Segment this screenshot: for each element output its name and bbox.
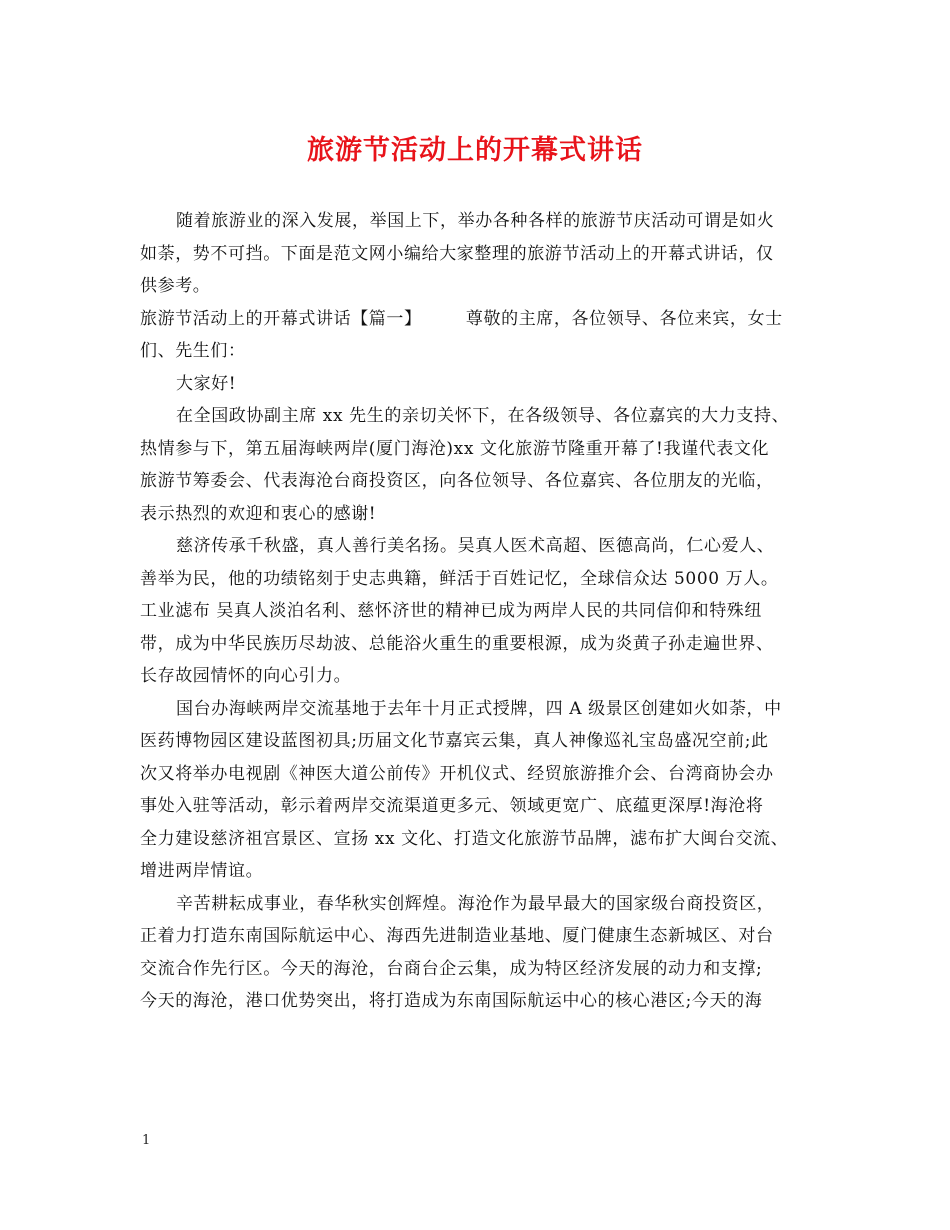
text-line: 交流合作先行区。今天的海沧，台商台企云集，成为特区经济发展的动力和支撑; — [140, 958, 763, 979]
text-line: 慈济传承千秋盛，真人善行美名扬。吴真人医术高超、医德高尚，仁心爱人、 — [176, 536, 775, 556]
text-line: 大家好! — [176, 373, 237, 394]
text-line: 今天的海沧，港口优势突出，将打造成为东南国际航运中心的核心港区;今天的海 — [140, 991, 763, 1011]
text-line: 事处入驻等活动，彰示着两岸交流渠道更多元、领域更宽广、底蕴更深厚!海沧将 — [140, 796, 764, 816]
text-line: 善举为民，他的功绩铭刻于史志典籍，鲜活于百姓记忆，全球信众达 5000 万人。 — [140, 568, 779, 589]
text-line: 热情参与下，第五届海峡两岸(厦门海沧)xx 文化旅游节隆重开幕了!我谨代表文化 — [140, 438, 770, 459]
text-line: 旅游节活动上的开幕式讲话【篇一】 尊敬的主席，各位领导、各位来宾，女士 — [140, 308, 783, 329]
document-body — [140, 205, 830, 1018]
text-line: 如荼，势不可挡。下面是范文网小编给大家整理的旅游节活动上的开幕式讲话，仅 — [140, 243, 774, 264]
text-line: 供参考。 — [140, 276, 211, 296]
text-line: 带，成为中华民族历尽劫波、总能浴火重生的重要根源，成为炎黄子孙走遍世界、 — [140, 633, 774, 654]
text-line: 表示热烈的欢迎和衷心的感谢! — [140, 503, 377, 524]
text-line: 医药博物园区建设蓝图初具;历届文化节嘉宾云集，真人神像巡礼宝岛盛况空前;此 — [140, 731, 769, 751]
text-line: 随着旅游业的深入发展，举国上下，举办各种各样的旅游节庆活动可谓是如火 — [176, 211, 775, 231]
text-line: 旅游节筹委会、代表海沧台商投资区，向各位领导、各位嘉宾、各位朋友的光临， — [140, 471, 774, 491]
text-line: 次又将举办电视剧《神医大道公前传》开机仪式、经贸旅游推介会、台湾商协会办 — [140, 763, 774, 784]
text-line: 正着力打造东南国际航运中心、海西先进制造业基地、厦门健康生态新城区、对台 — [140, 926, 774, 946]
page-number: 1 — [142, 1133, 151, 1148]
text-line: 全力建设慈济祖宫景区、宣扬 xx 文化、打造文化旅游节品牌，滤布扩大闽台交流、 — [140, 828, 789, 849]
text-line: 增进两岸情谊。 — [140, 861, 264, 881]
document-title: 旅游节活动上的开幕式讲话 — [307, 135, 643, 166]
text-line: 辛苦耕耘成事业，春华秋实创辉煌。海沧作为最早最大的国家级台商投资区， — [176, 893, 775, 914]
text-line: 国台办海峡两岸交流基地于去年十月正式授牌，四 A 级景区创建如火如荼，中 — [176, 698, 782, 719]
text-line: 长存故园情怀的向心引力。 — [140, 666, 352, 686]
text-line: 工业滤布 吴真人淡泊名利、慈怀济世的精神已成为两岸人民的共同信仰和特殊纽 — [140, 601, 763, 621]
text-line: 在全国政协副主席 xx 先生的亲切关怀下，在各级领导、各位嘉宾的大力支持、 — [176, 406, 790, 426]
text-line: 们、先生们： — [140, 341, 246, 361]
